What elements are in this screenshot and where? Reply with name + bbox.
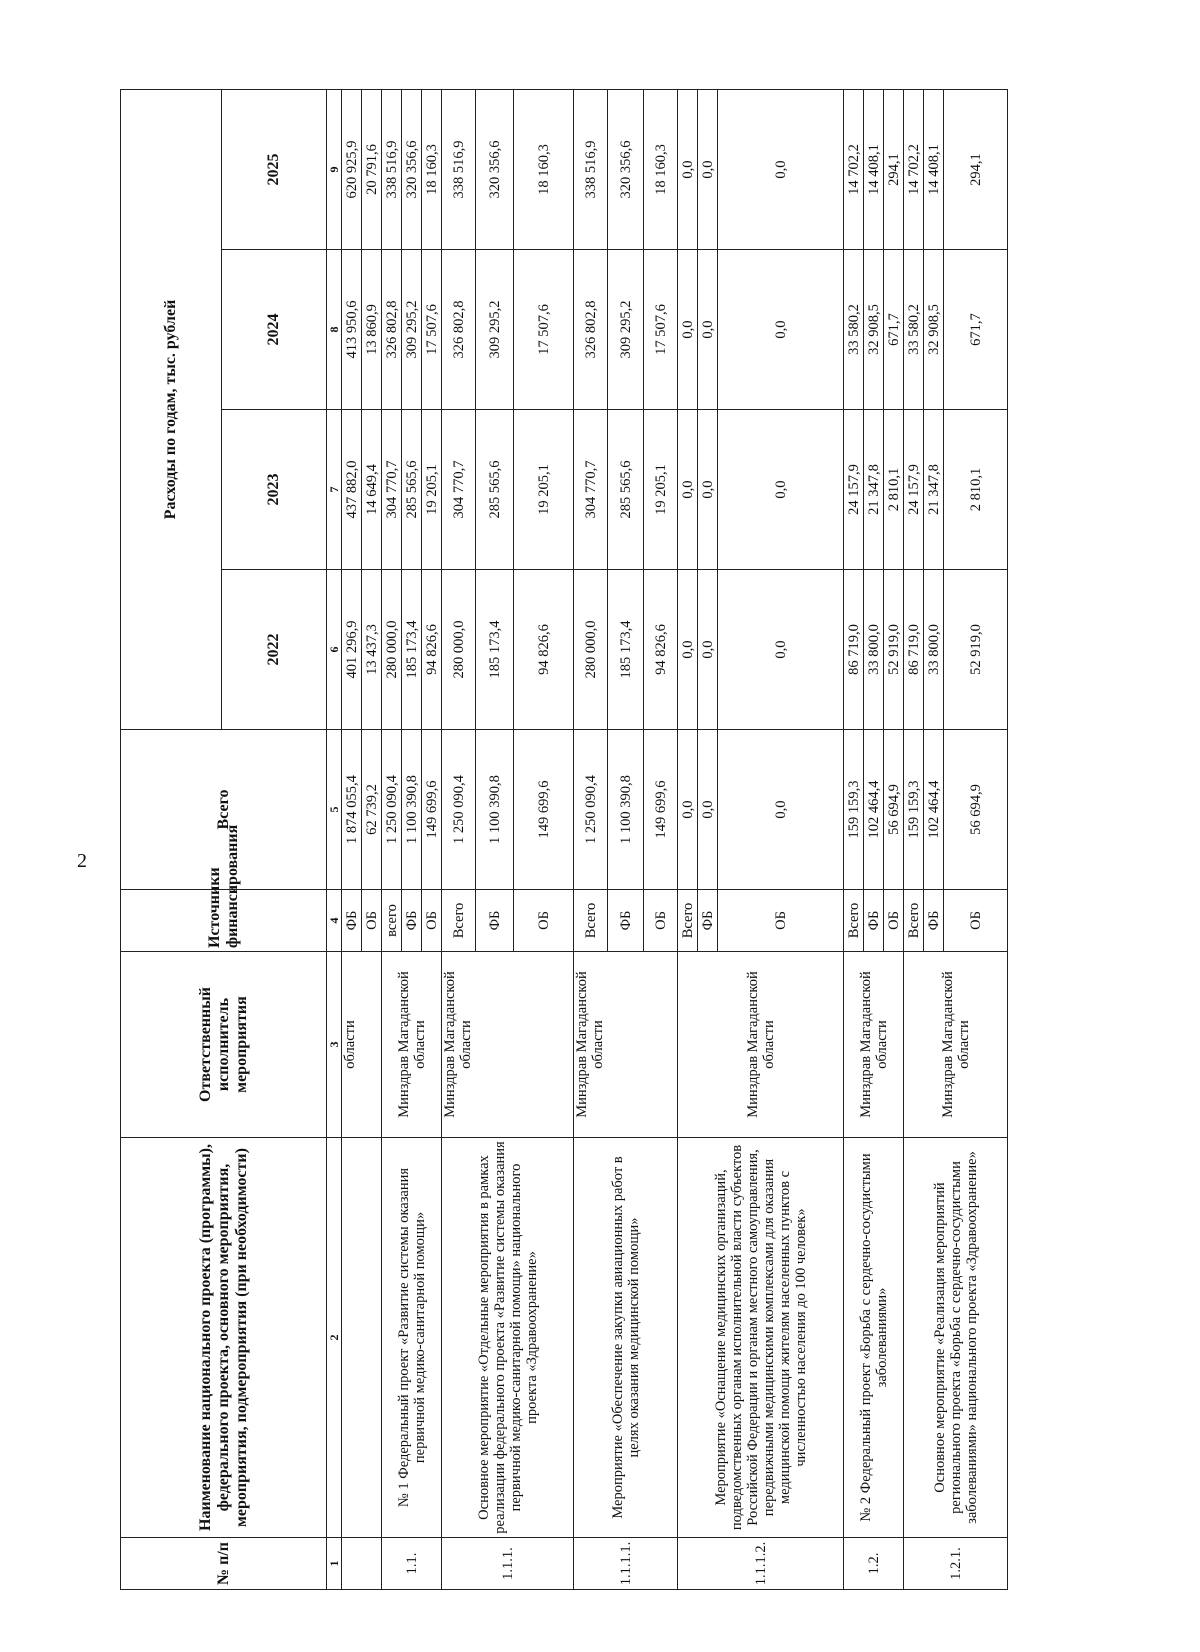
cell-responsible: Минздрав Магаданской области	[678, 952, 844, 1138]
cell-2025: 14 408,1	[864, 90, 884, 250]
cell-2024: 17 507,6	[514, 250, 574, 410]
cell-source: ОБ	[884, 890, 904, 952]
rotated-table-wrapper	[120, 90, 1200, 1590]
cell-source: ФБ	[864, 890, 884, 952]
cell-2022: 185 173,4	[402, 570, 422, 730]
cell-num: 1.1.1.	[442, 1538, 574, 1590]
cell-2022: 33 800,0	[924, 570, 944, 730]
cell-2025: 320 356,6	[402, 90, 422, 250]
cell-total: 1 100 390,8	[476, 730, 514, 890]
cell-total: 149 699,6	[514, 730, 574, 890]
cell-total: 1 874 055,4	[342, 730, 362, 890]
cell-2023: 21 347,8	[924, 410, 944, 570]
col-index: 7	[327, 410, 342, 570]
header-source: Источники финансирования	[121, 890, 327, 952]
cell-2024: 32 908,5	[924, 250, 944, 410]
cell-total: 56 694,9	[884, 730, 904, 890]
cell-total: 0,0	[678, 730, 698, 890]
cell-total: 102 464,4	[924, 730, 944, 890]
cell-2024: 33 580,2	[844, 250, 864, 410]
cell-2022: 280 000,0	[574, 570, 608, 730]
cell-2022: 280 000,0	[442, 570, 476, 730]
cell-2025: 338 516,9	[442, 90, 476, 250]
cell-2022: 0,0	[718, 570, 844, 730]
cell-2025: 294,1	[944, 90, 1008, 250]
cell-2023: 285 565,6	[402, 410, 422, 570]
cell-2022: 94 826,6	[644, 570, 678, 730]
cell-total: 56 694,9	[944, 730, 1008, 890]
cell-source: Всего	[844, 890, 864, 952]
cell-total: 62 739,2	[362, 730, 382, 890]
cell-2023: 304 770,7	[382, 410, 402, 570]
cell-total: 1 100 390,8	[608, 730, 644, 890]
header-by-years: Расходы по годам, тыс. рублей	[121, 90, 222, 730]
cell-total: 1 250 090,4	[574, 730, 608, 890]
cell-2024: 309 295,2	[402, 250, 422, 410]
cell-2024: 671,7	[884, 250, 904, 410]
cell-source: ФБ	[698, 890, 718, 952]
cell-2025: 14 408,1	[924, 90, 944, 250]
cell-total: 1 100 390,8	[402, 730, 422, 890]
cell-responsible: Минздрав Магаданской области	[382, 952, 442, 1138]
cell-2022: 52 919,0	[944, 570, 1008, 730]
cell-2025: 0,0	[698, 90, 718, 250]
cell-2023: 0,0	[678, 410, 698, 570]
header-year-2023: 2023	[222, 410, 327, 570]
cell-source: ФБ	[924, 890, 944, 952]
cell-responsible: Минздрав Магаданской области	[844, 952, 904, 1138]
cell-2025: 20 791,6	[362, 90, 382, 250]
table-row	[678, 90, 698, 1590]
cell-source: ОБ	[944, 890, 1008, 952]
cell-source: всего	[382, 890, 402, 952]
header-year-2022: 2022	[222, 570, 327, 730]
cell-total: 1 250 090,4	[442, 730, 476, 890]
cell-2024: 326 802,8	[574, 250, 608, 410]
cell-2025: 18 160,3	[514, 90, 574, 250]
header-total: Всего	[121, 730, 327, 890]
cell-2023: 24 157,9	[904, 410, 924, 570]
cell-2022: 0,0	[678, 570, 698, 730]
cell-2023: 0,0	[698, 410, 718, 570]
cell-2022: 185 173,4	[608, 570, 644, 730]
cell-2023: 14 649,4	[362, 410, 382, 570]
cell-2025: 338 516,9	[574, 90, 608, 250]
cell-2022: 86 719,0	[904, 570, 924, 730]
cell-source: ФБ	[402, 890, 422, 952]
cell-2022: 280 000,0	[382, 570, 402, 730]
cell-2024: 413 950,6	[342, 250, 362, 410]
cell-2025: 14 702,2	[844, 90, 864, 250]
cell-2025: 0,0	[678, 90, 698, 250]
cell-source: ОБ	[644, 890, 678, 952]
cell-num: 1.2.1.	[904, 1538, 1008, 1590]
cell-source: ОБ	[422, 890, 442, 952]
cell-source: ФБ	[342, 890, 362, 952]
cell-2022: 52 919,0	[884, 570, 904, 730]
header-year-2024: 2024	[222, 250, 327, 410]
col-index: 5	[327, 730, 342, 890]
col-index: 4	[327, 890, 342, 952]
table-row	[382, 90, 402, 1590]
cell-2023: 19 205,1	[422, 410, 442, 570]
col-index: 2	[327, 1138, 342, 1538]
cell-2024: 33 580,2	[904, 250, 924, 410]
cell-name: Мероприятие «Обеспечение закупки авиационных работ в целях оказания медицинской помощи»	[574, 1138, 678, 1538]
cell-2022: 0,0	[698, 570, 718, 730]
table-row	[442, 90, 476, 1590]
cell-name: № 2 Федеральный проект «Борьба с сердечно-сосудистыми заболеваниями»	[844, 1138, 904, 1538]
cell-2024: 0,0	[718, 250, 844, 410]
cell-2025: 0,0	[718, 90, 844, 250]
cell-2024: 326 802,8	[382, 250, 402, 410]
cell-2025: 294,1	[884, 90, 904, 250]
cell-source: ФБ	[476, 890, 514, 952]
cell-2023: 24 157,9	[844, 410, 864, 570]
cell-total: 1 250 090,4	[382, 730, 402, 890]
table-row	[342, 90, 362, 1590]
cell-2022: 86 719,0	[844, 570, 864, 730]
cell-2025: 14 702,2	[904, 90, 924, 250]
cell-source: Всего	[678, 890, 698, 952]
col-index: 3	[327, 952, 342, 1138]
cell-total: 159 159,3	[844, 730, 864, 890]
header-responsible: Ответственный исполнитель мероприятия	[121, 952, 327, 1138]
table-row	[904, 90, 924, 1590]
cell-num: 1.1.1.2.	[678, 1538, 844, 1590]
cell-source: ОБ	[718, 890, 844, 952]
cell-source: Всего	[442, 890, 476, 952]
table-row	[574, 90, 608, 1590]
cell-total: 149 699,6	[422, 730, 442, 890]
cell-2023: 19 205,1	[644, 410, 678, 570]
cell-2024: 17 507,6	[644, 250, 678, 410]
cell-2024: 309 295,2	[476, 250, 514, 410]
col-index: 1	[327, 1538, 342, 1590]
cell-name	[342, 1138, 382, 1538]
cell-2023: 21 347,8	[864, 410, 884, 570]
cell-2023: 285 565,6	[476, 410, 514, 570]
cell-2022: 94 826,6	[422, 570, 442, 730]
cell-2023: 285 565,6	[608, 410, 644, 570]
page-number: 2	[77, 850, 87, 872]
cell-2025: 320 356,6	[476, 90, 514, 250]
cell-2024: 17 507,6	[422, 250, 442, 410]
col-index: 6	[327, 570, 342, 730]
cell-2022: 185 173,4	[476, 570, 514, 730]
cell-2023: 2 810,1	[884, 410, 904, 570]
cell-responsible: области	[342, 952, 382, 1138]
cell-2024: 671,7	[944, 250, 1008, 410]
cell-num	[342, 1538, 382, 1590]
cell-2024: 309 295,2	[608, 250, 644, 410]
cell-2025: 18 160,3	[644, 90, 678, 250]
cell-total: 0,0	[718, 730, 844, 890]
cell-total: 102 464,4	[864, 730, 884, 890]
header-num: № п/п	[121, 1538, 327, 1590]
col-index: 8	[327, 250, 342, 410]
cell-responsible: Минздрав Магаданской области	[442, 952, 574, 1138]
cell-2023: 437 882,0	[342, 410, 362, 570]
header-year-2025: 2025	[222, 90, 327, 250]
cell-name: Основное мероприятие «Реализация мероприятий регионального проекта «Борьба с сердечно-сосудистыми заболеваниями» национального проекта «Здравоохранение»	[904, 1138, 1008, 1538]
header-name: Наименование национального проекта (программы), федерального проекта, основного мероприятия, мероприятия, подмероприятия (при необходимости)	[121, 1138, 327, 1538]
cell-num: 1.1.	[382, 1538, 442, 1590]
cell-2024: 0,0	[698, 250, 718, 410]
cell-source: ФБ	[608, 890, 644, 952]
cell-source: Всего	[574, 890, 608, 952]
cell-2025: 620 925,9	[342, 90, 362, 250]
cell-source: Всего	[904, 890, 924, 952]
cell-2023: 0,0	[718, 410, 844, 570]
cell-source: ОБ	[514, 890, 574, 952]
cell-2025: 338 516,9	[382, 90, 402, 250]
cell-2023: 2 810,1	[944, 410, 1008, 570]
cell-source: ОБ	[362, 890, 382, 952]
cell-2023: 19 205,1	[514, 410, 574, 570]
cell-2025: 18 160,3	[422, 90, 442, 250]
cell-name: Мероприятие «Оснащение медицинских организаций, подведомственных органам исполнительной власти субъектов Российской Федерации и органам местного самоуправления, передвижными медицинскими комплексами для оказания медицинской помощи жителям населенных пунктов с численностью населения до 100 человек»	[678, 1138, 844, 1538]
cell-2024: 13 860,9	[362, 250, 382, 410]
cell-2022: 33 800,0	[864, 570, 884, 730]
cell-name: Основное мероприятие «Отдельные мероприятия в рамках реализации федерального проекта «Развитие системы оказания первичной медико-санитарной помощи» национального проекта «Здравоохранение»	[442, 1138, 574, 1538]
cell-name: № 1 Федеральный проект «Развитие системы оказания первичной медико-санитарной помощи»	[382, 1138, 442, 1538]
cell-num: 1.2.	[844, 1538, 904, 1590]
cell-responsible: Минздрав Магаданской области	[574, 952, 678, 1138]
cell-total: 159 159,3	[904, 730, 924, 890]
cell-total: 149 699,6	[644, 730, 678, 890]
table-row	[844, 90, 864, 1590]
cell-num: 1.1.1.1.	[574, 1538, 678, 1590]
cell-total: 0,0	[698, 730, 718, 890]
cell-2022: 401 296,9	[342, 570, 362, 730]
cell-2022: 13 437,3	[362, 570, 382, 730]
expenditure-table	[120, 89, 1008, 1590]
cell-2024: 32 908,5	[864, 250, 884, 410]
cell-2023: 304 770,7	[442, 410, 476, 570]
cell-2023: 304 770,7	[574, 410, 608, 570]
cell-2022: 94 826,6	[514, 570, 574, 730]
column-index-row	[327, 90, 342, 1590]
col-index: 9	[327, 90, 342, 250]
cell-2024: 326 802,8	[442, 250, 476, 410]
cell-2025: 320 356,6	[608, 90, 644, 250]
cell-2024: 0,0	[678, 250, 698, 410]
cell-responsible: Минздрав Магаданской области	[904, 952, 1008, 1138]
